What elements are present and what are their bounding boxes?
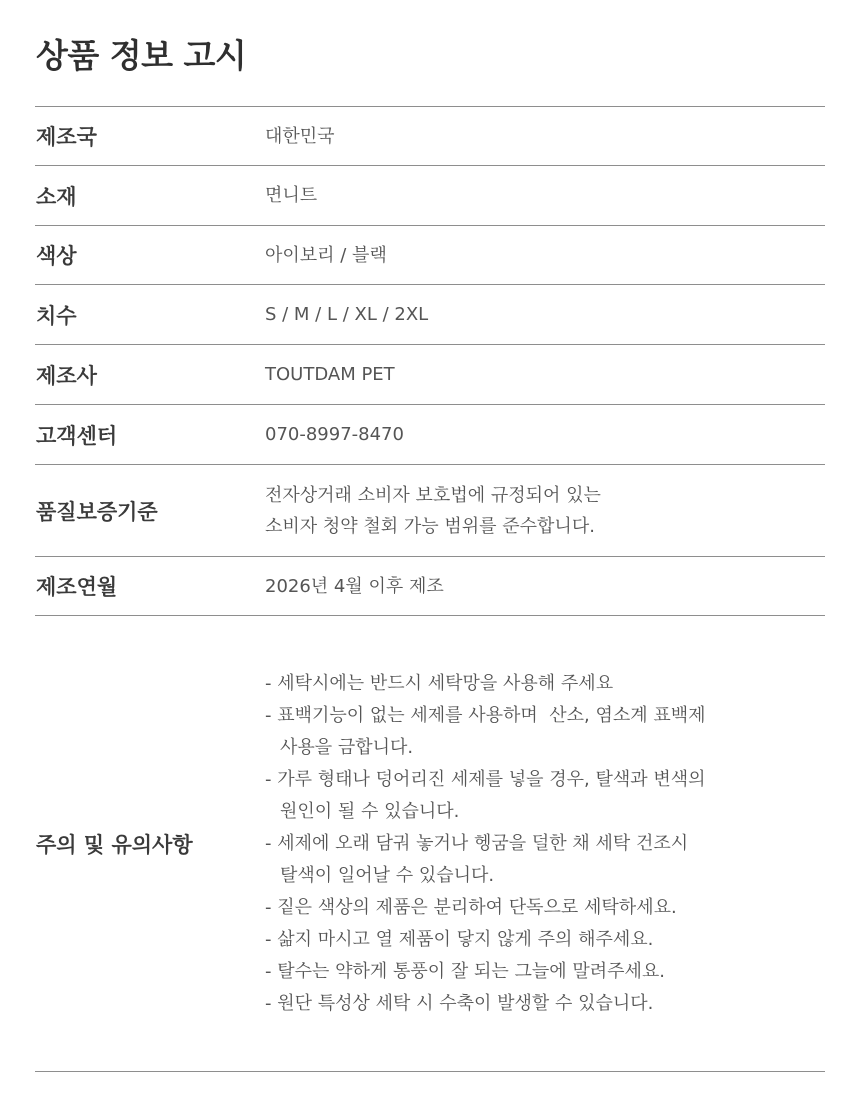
- table-row-manufacture-date: [35, 557, 825, 616]
- table-row-size: [35, 285, 825, 345]
- table-row-manufacturer: [35, 345, 825, 405]
- list-item: [265, 924, 706, 956]
- row-value: [265, 480, 601, 542]
- row-label: 주의 및 유의사항: [36, 832, 193, 857]
- caution-text: - 가루 형태나 덩어리진 세제를 넣을 경우, 탈색과 변색의: [265, 768, 706, 790]
- list-item: [265, 892, 706, 924]
- row-value: 070-8997-8470: [265, 424, 404, 445]
- page-title: 상품 정보 고시: [36, 36, 247, 75]
- table-row-customer-center: [35, 405, 825, 465]
- row-label: 치수: [36, 303, 77, 328]
- table-row-quality-standard: [35, 465, 825, 557]
- list-item: [265, 700, 706, 764]
- row-value: 2026년 4월 이후 제조: [265, 575, 444, 597]
- row-value: 면니트: [265, 185, 318, 206]
- caution-text: - 짙은 색상의 제품은 분리하여 단독으로 세탁하세요.: [265, 896, 677, 918]
- row-label: 고객센터: [36, 423, 118, 448]
- list-item: [265, 988, 706, 1020]
- list-item: [265, 668, 706, 700]
- list-item: [265, 764, 706, 828]
- row-label: 제조연월: [36, 575, 118, 599]
- row-value: S / M / L / XL / 2XL: [265, 304, 429, 325]
- table-row-cautions: [35, 616, 825, 1072]
- table-row-material: [35, 166, 825, 226]
- row-label: 색상: [36, 244, 77, 268]
- table-row-color: [35, 226, 825, 285]
- table-row-origin: [35, 107, 825, 166]
- row-value: 대한민국: [265, 125, 335, 147]
- caution-text: - 삶지 마시고 열 제품이 닿지 않게 주의 해주세요.: [265, 928, 654, 950]
- row-value: 아이보리 / 블랙: [265, 244, 387, 266]
- list-item: [265, 828, 706, 892]
- caution-text: - 탈수는 약하게 통풍이 잘 되는 그늘에 말려주세요.: [265, 960, 666, 982]
- caution-text-cont: 사용을 금합니다.: [280, 736, 414, 758]
- value-line: 전자상거래 소비자 보호법에 규정되어 있는: [265, 484, 601, 506]
- caution-text-cont: 원인이 될 수 있습니다.: [280, 800, 460, 822]
- row-label: 제조국: [36, 125, 97, 149]
- caution-text: - 표백기능이 없는 세제를 사용하며 산소, 염소계 표백제: [265, 704, 706, 726]
- caution-text: - 세탁시에는 반드시 세탁망을 사용해 주세요: [265, 672, 614, 694]
- row-value: TOUTDAM PET: [265, 364, 395, 385]
- row-label: 품질보증기준: [36, 499, 158, 524]
- product-info-table: [35, 106, 825, 1072]
- caution-text-cont: 탈색이 일어날 수 있습니다.: [280, 864, 495, 886]
- list-item: [265, 956, 706, 988]
- caution-list: [265, 668, 706, 1020]
- caution-text: - 세제에 오래 담궈 놓거나 헹굼을 덜한 채 세탁 건조시: [265, 832, 689, 854]
- caution-text: - 원단 특성상 세탁 시 수축이 발생할 수 있습니다.: [265, 992, 654, 1014]
- value-line: 소비자 청약 철회 가능 범위를 준수합니다.: [265, 515, 595, 537]
- row-label: 소재: [36, 184, 77, 209]
- row-label: 제조사: [36, 363, 97, 388]
